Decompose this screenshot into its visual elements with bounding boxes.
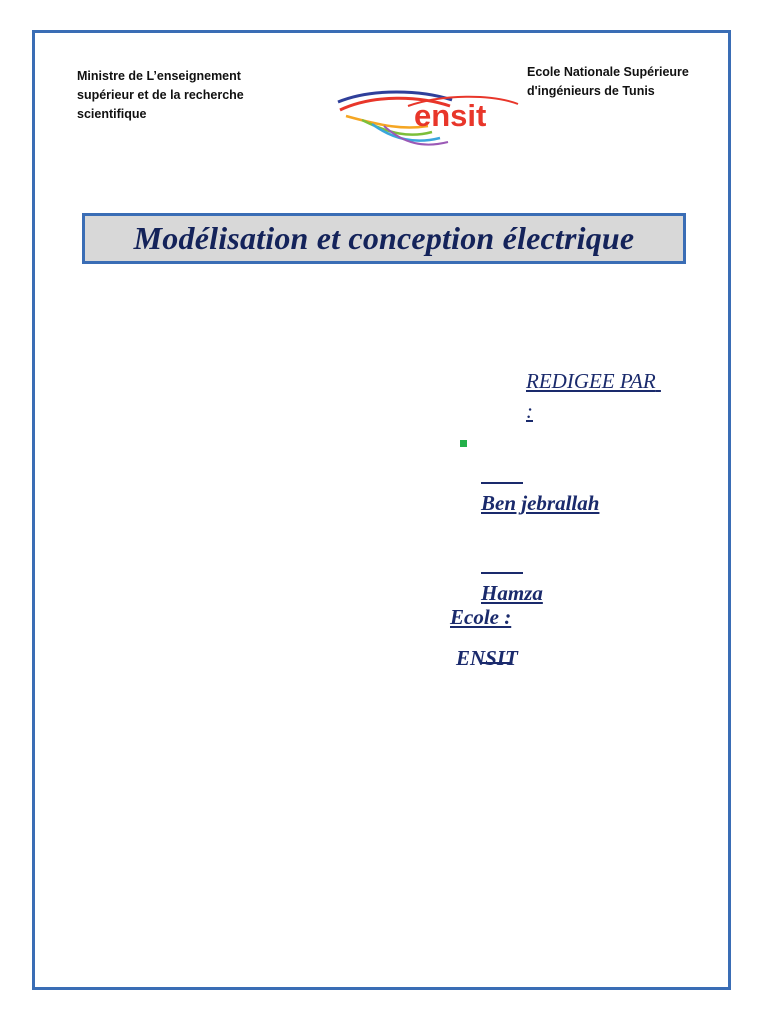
- title-box: [82, 213, 686, 264]
- author-name-line-1: Ben jebrallah: [481, 491, 600, 515]
- ministry-line-2: supérieur et de la recherche: [77, 88, 244, 102]
- ministry-heading: [77, 67, 297, 124]
- author-name-line-2: Hamza: [481, 581, 543, 605]
- bullet-icon: [460, 440, 467, 447]
- school-value: ENSIT: [456, 646, 518, 670]
- logo-wordmark: ensit: [414, 98, 487, 133]
- ministry-line-3: scientifique: [77, 107, 147, 121]
- written-by-label: REDIGEE PAR :: [526, 369, 661, 423]
- school-label: Ecole :: [450, 605, 512, 629]
- author-name: [481, 428, 651, 668]
- author-item: [458, 428, 668, 668]
- school-line-2: d'ingénieurs de Tunis: [527, 84, 655, 98]
- school-line-1: Ecole Nationale Supérieure: [527, 65, 689, 79]
- ministry-line-1: Ministre de L’enseignement: [77, 69, 241, 83]
- school-heading: [527, 63, 727, 101]
- document-title: Modélisation et conception électrique: [133, 220, 635, 256]
- ensit-logo: [332, 82, 522, 154]
